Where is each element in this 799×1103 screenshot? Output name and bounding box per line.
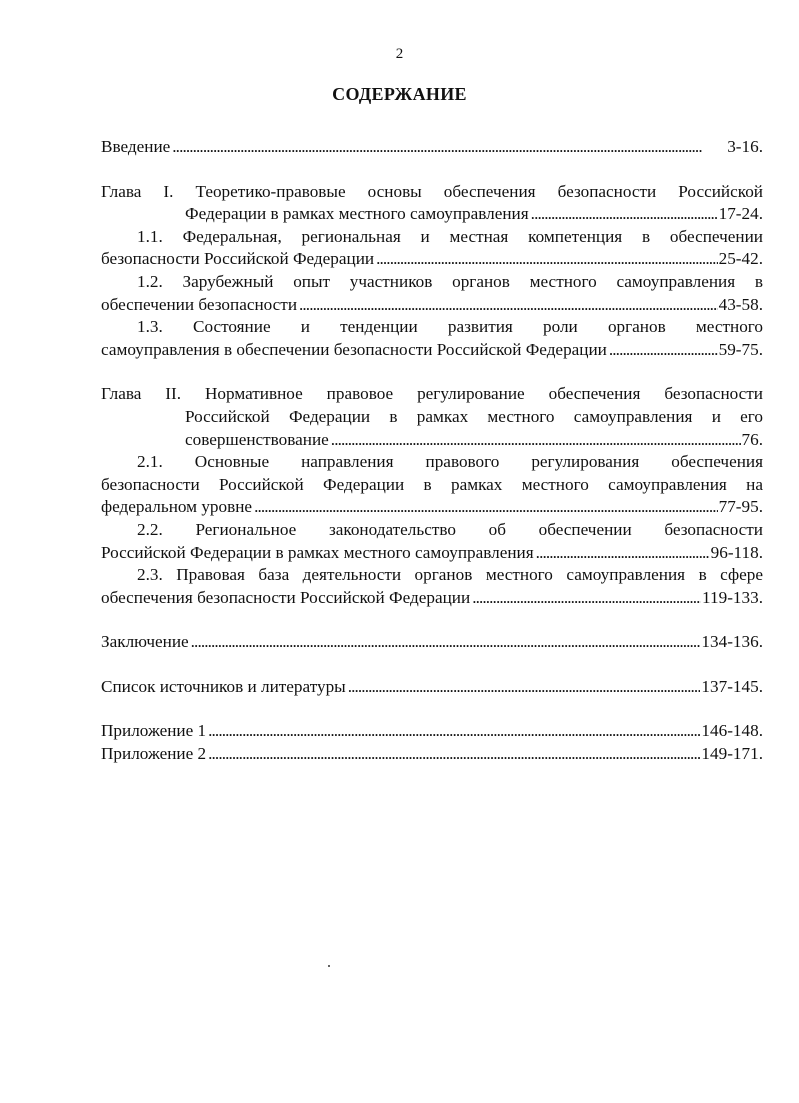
entry-pages: 59-75. xyxy=(718,339,763,359)
entry-text: совершенствование xyxy=(185,429,329,449)
entry-text: Российской Федерации в рамках местного самоуправления xyxy=(101,542,534,562)
entry-pages: 3-16. xyxy=(727,137,763,156)
entry-text: 2.2. Региональное законодательство об обеспечении безопасности xyxy=(137,519,763,539)
entry-pages: 134-136. xyxy=(701,632,763,652)
toc-entry-appendix-2[interactable] xyxy=(101,743,763,766)
entry-text: Введение xyxy=(101,137,171,156)
scan-speck xyxy=(328,965,330,967)
toc-entry-section-1-3[interactable] xyxy=(101,316,763,361)
entry-pages: 17-24. xyxy=(718,204,763,224)
toc-entry-section-2-1[interactable] xyxy=(101,451,763,519)
dot-leader xyxy=(190,631,701,654)
entry-pages: 119-133. xyxy=(702,587,763,607)
toc-entry-section-2-2[interactable] xyxy=(101,519,763,564)
entry-pages: 146-148. xyxy=(701,721,763,741)
entry-text: 1.1. Федеральная, региональная и местная компетенция в обеспечении xyxy=(137,226,763,246)
entry-text: безопасности Российской Федерации xyxy=(101,249,375,269)
entry-pages: 96-118. xyxy=(710,542,763,562)
entry-text: безопасности Российской Федерации в рамках местного самоуправления на xyxy=(101,474,763,494)
entry-text: 1.2. Зарубежный опыт участников органов местного самоуправления в xyxy=(137,271,763,291)
toc-entry-conclusion[interactable] xyxy=(101,631,763,654)
entry-text: федеральном уровне xyxy=(101,497,253,517)
dot-leader xyxy=(207,743,700,766)
entry-text: Российской Федерации в рамках местного самоуправления и его xyxy=(185,406,763,426)
toc-entry-section-1-2[interactable] xyxy=(101,271,763,316)
entry-text: Федерации в рамках местного самоуправления xyxy=(185,204,529,224)
entry-text: самоуправления в обеспечении безопасности Российской Федерации xyxy=(101,339,607,359)
dot-leader xyxy=(171,136,726,159)
entry-text: Приложение 2 xyxy=(101,744,207,764)
toc-title: СОДЕРЖАНИЕ xyxy=(332,84,467,104)
toc-entry-appendix-1[interactable] xyxy=(101,720,763,743)
dot-leader xyxy=(530,203,718,226)
dot-leader xyxy=(375,248,717,271)
dot-leader xyxy=(535,542,710,565)
entry-text: обеспечения безопасности Российской Федерации xyxy=(101,587,471,607)
entry-text: Заключение xyxy=(101,632,189,652)
dot-leader xyxy=(298,294,718,317)
entry-pages: 25-42. xyxy=(718,249,763,269)
dot-leader xyxy=(207,720,700,743)
entry-text: обеспечении безопасности xyxy=(101,294,298,314)
entry-text: Глава II. Нормативное правовое регулирование обеспечения безопасности xyxy=(101,384,763,404)
dot-leader xyxy=(253,496,718,519)
entry-pages: 43-58. xyxy=(718,294,763,314)
toc-entry-chapter-1[interactable] xyxy=(101,181,763,226)
entry-text: Список источников и литературы xyxy=(101,676,346,696)
toc-entry-intro[interactable] xyxy=(101,136,763,159)
entry-pages: 76. xyxy=(741,429,763,449)
entry-pages: 77-95. xyxy=(718,497,763,517)
entry-text: 2.3. Правовая база деятельности органов местного самоуправления в сфере xyxy=(137,565,763,585)
entry-text: 1.3. Состояние и тенденции развития роли органов местного xyxy=(137,317,763,337)
entry-pages: 149-171. xyxy=(701,744,763,764)
dot-leader xyxy=(330,429,741,452)
dot-leader xyxy=(608,339,718,362)
toc-entry-section-1-1[interactable] xyxy=(101,226,763,271)
entry-text: 2.1. Основные направления правового регулирования обеспечения xyxy=(137,452,763,472)
toc-entry-section-2-3[interactable] xyxy=(101,564,763,609)
entry-text: Приложение 1 xyxy=(101,721,207,741)
entry-pages: 137-145. xyxy=(701,676,763,696)
dot-leader xyxy=(347,676,701,699)
toc-entry-chapter-2[interactable] xyxy=(101,383,763,451)
toc-entry-sources[interactable] xyxy=(101,676,763,699)
dot-leader xyxy=(471,587,701,610)
entry-text: Глава I. Теоретико-правовые основы обеспечения безопасности Российской xyxy=(101,181,763,201)
table-of-contents xyxy=(101,136,763,766)
page-number: 2 xyxy=(395,46,404,62)
